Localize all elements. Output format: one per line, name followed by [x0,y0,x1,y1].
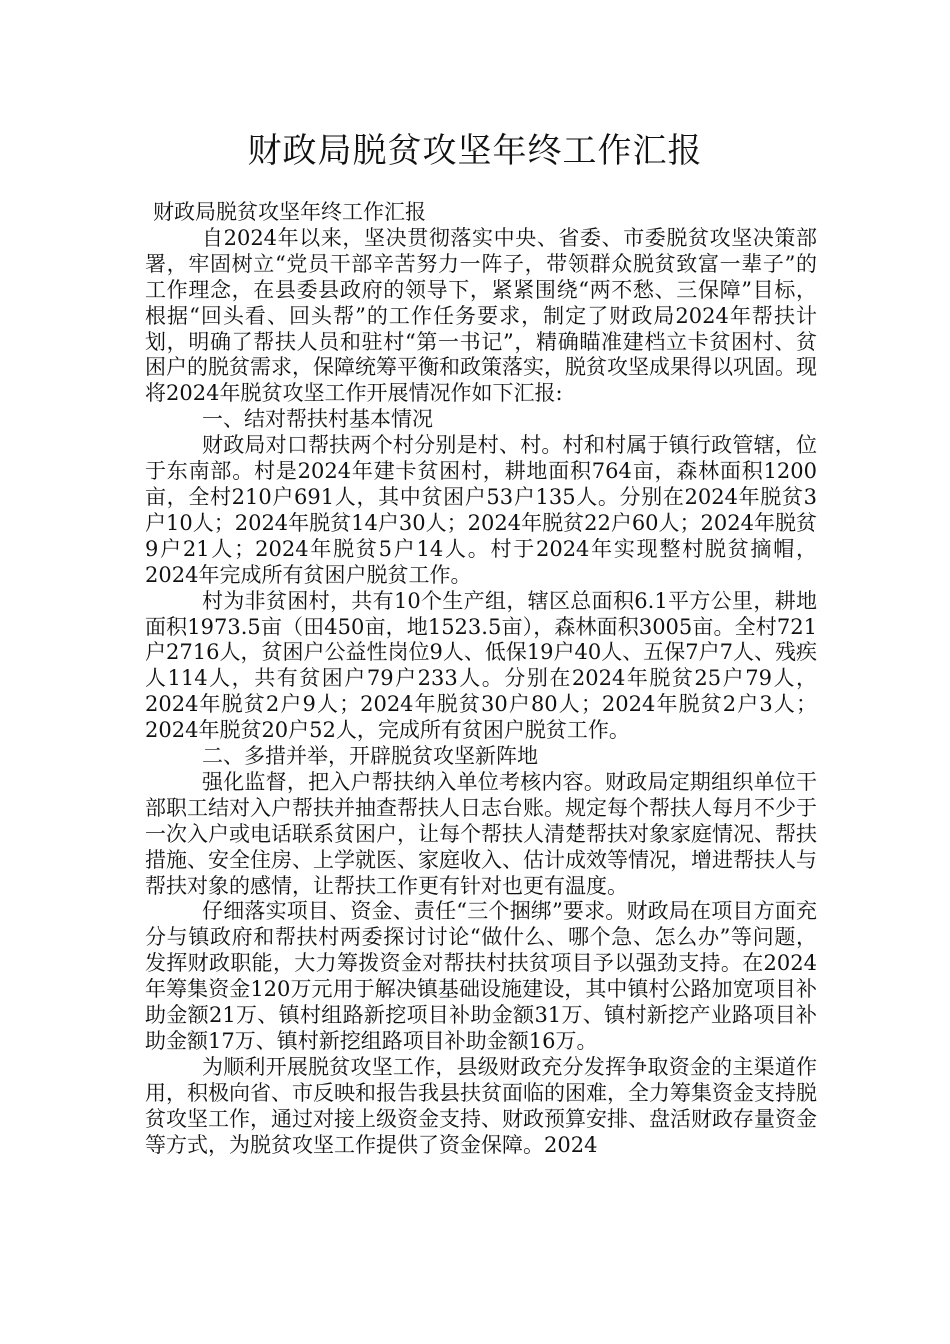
document-title: 财政局脱贫攻坚年终工作汇报 [247,131,703,171]
document-body [145,200,817,1159]
section-heading-2: 二、多措并举，开辟脱贫攻坚新阵地 [202,744,538,769]
paragraph-village-b: 村为非贫困村，共有10个生产组，辖区总面积6.1平方公里，耕地面积1973.5亩（田450亩，地1523.5亩），森林面积3005亩。全村721户2716人，贫困户公益性岗位9人、低保19户40人、五保7户7人、残疾人114人，共有贫困户79户233人。分别在2024年脱贫25户79人，2024年脱贫2户9人；2024年脱贫30户80人；2024年脱贫2户3人；2024年脱贫20户52人，完成所有贫困户脱贫工作。 [145,588,817,743]
paragraph-funding: 为顺利开展脱贫攻坚工作，县级财政充分发挥争取资金的主渠道作用，积极向省、市反映和报告我县扶贫面临的困难，全力筹集资金支持脱贫攻坚工作，通过对接上级资金支持、财政预算安排、盘活财政存量资金等方式，为脱贫攻坚工作提供了资金保障。2024 [145,1054,817,1157]
section-heading-1: 一、结对帮扶村基本情况 [202,407,433,432]
paragraph-supervision: 强化监督，把入户帮扶纳入单位考核内容。财政局定期组织单位干部职工结对入户帮扶并抽查帮扶人日志台账。规定每个帮扶人每月不少于一次入户或电话联系贫困户，让每个帮扶人清楚帮扶对象家庭情况、帮扶措施、安全住房、上学就医、家庭收入、估计成效等情况，增进帮扶人与帮扶对象的感情，让帮扶工作更有针对也更有温度。 [145,769,817,898]
paragraph-intro: 自2024年以来，坚决贯彻落实中央、省委、市委脱贫攻坚决策部署，牢固树立“党员干部辛苦努力一阵子，带领群众脱贫致富一辈子”的工作理念，在县委县政府的领导下，紧紧围绕“两不愁、三保障”目标，根据“回头看、回头帮”的工作任务要求，制定了财政局2024年帮扶计划，明确了帮扶人员和驻村“第一书记”，精确瞄准建档立卡贫困村、贫困户的脱贫需求，保障统筹平衡和政策落实，脱贫攻坚成果得以巩固。现将2024年脱贫攻坚工作开展情况作如下汇报: [145,225,817,406]
document-subtitle: 财政局脱贫攻坚年终工作汇报 [153,200,426,224]
paragraph-village-a: 财政局对口帮扶两个村分别是村、村。村和村属于镇行政管辖，位于东南部。村是2024年建卡贫困村，耕地面积764亩，森林面积1200亩，全村210户691人，其中贫困户53户135人。分别在2024年脱贫3户10人；2024年脱贫14户30人；2024年脱贫22户60人；2024年脱贫9户21人；2024年脱贫5户14人。村于2024年实现整村脱贫摘帽，2024年完成所有贫困户脱贫工作。 [145,433,817,587]
paragraph-projects: 仔细落实项目、资金、责任“三个捆绑”要求。财政局在项目方面充分与镇政府和帮扶村两委探讨讨论“做什么、哪个急、怎么办”等问题，发挥财政职能，大力筹拨资金对帮扶村扶贫项目予以强劲支持。在2024年筹集资金120万元用于解决镇基础设施建设，其中镇村公路加宽项目补助金额21万、镇村组路新挖项目补助金额31万、镇村新挖产业路项目补助金额17万、镇村新挖组路项目补助金额16万。 [145,899,817,1053]
